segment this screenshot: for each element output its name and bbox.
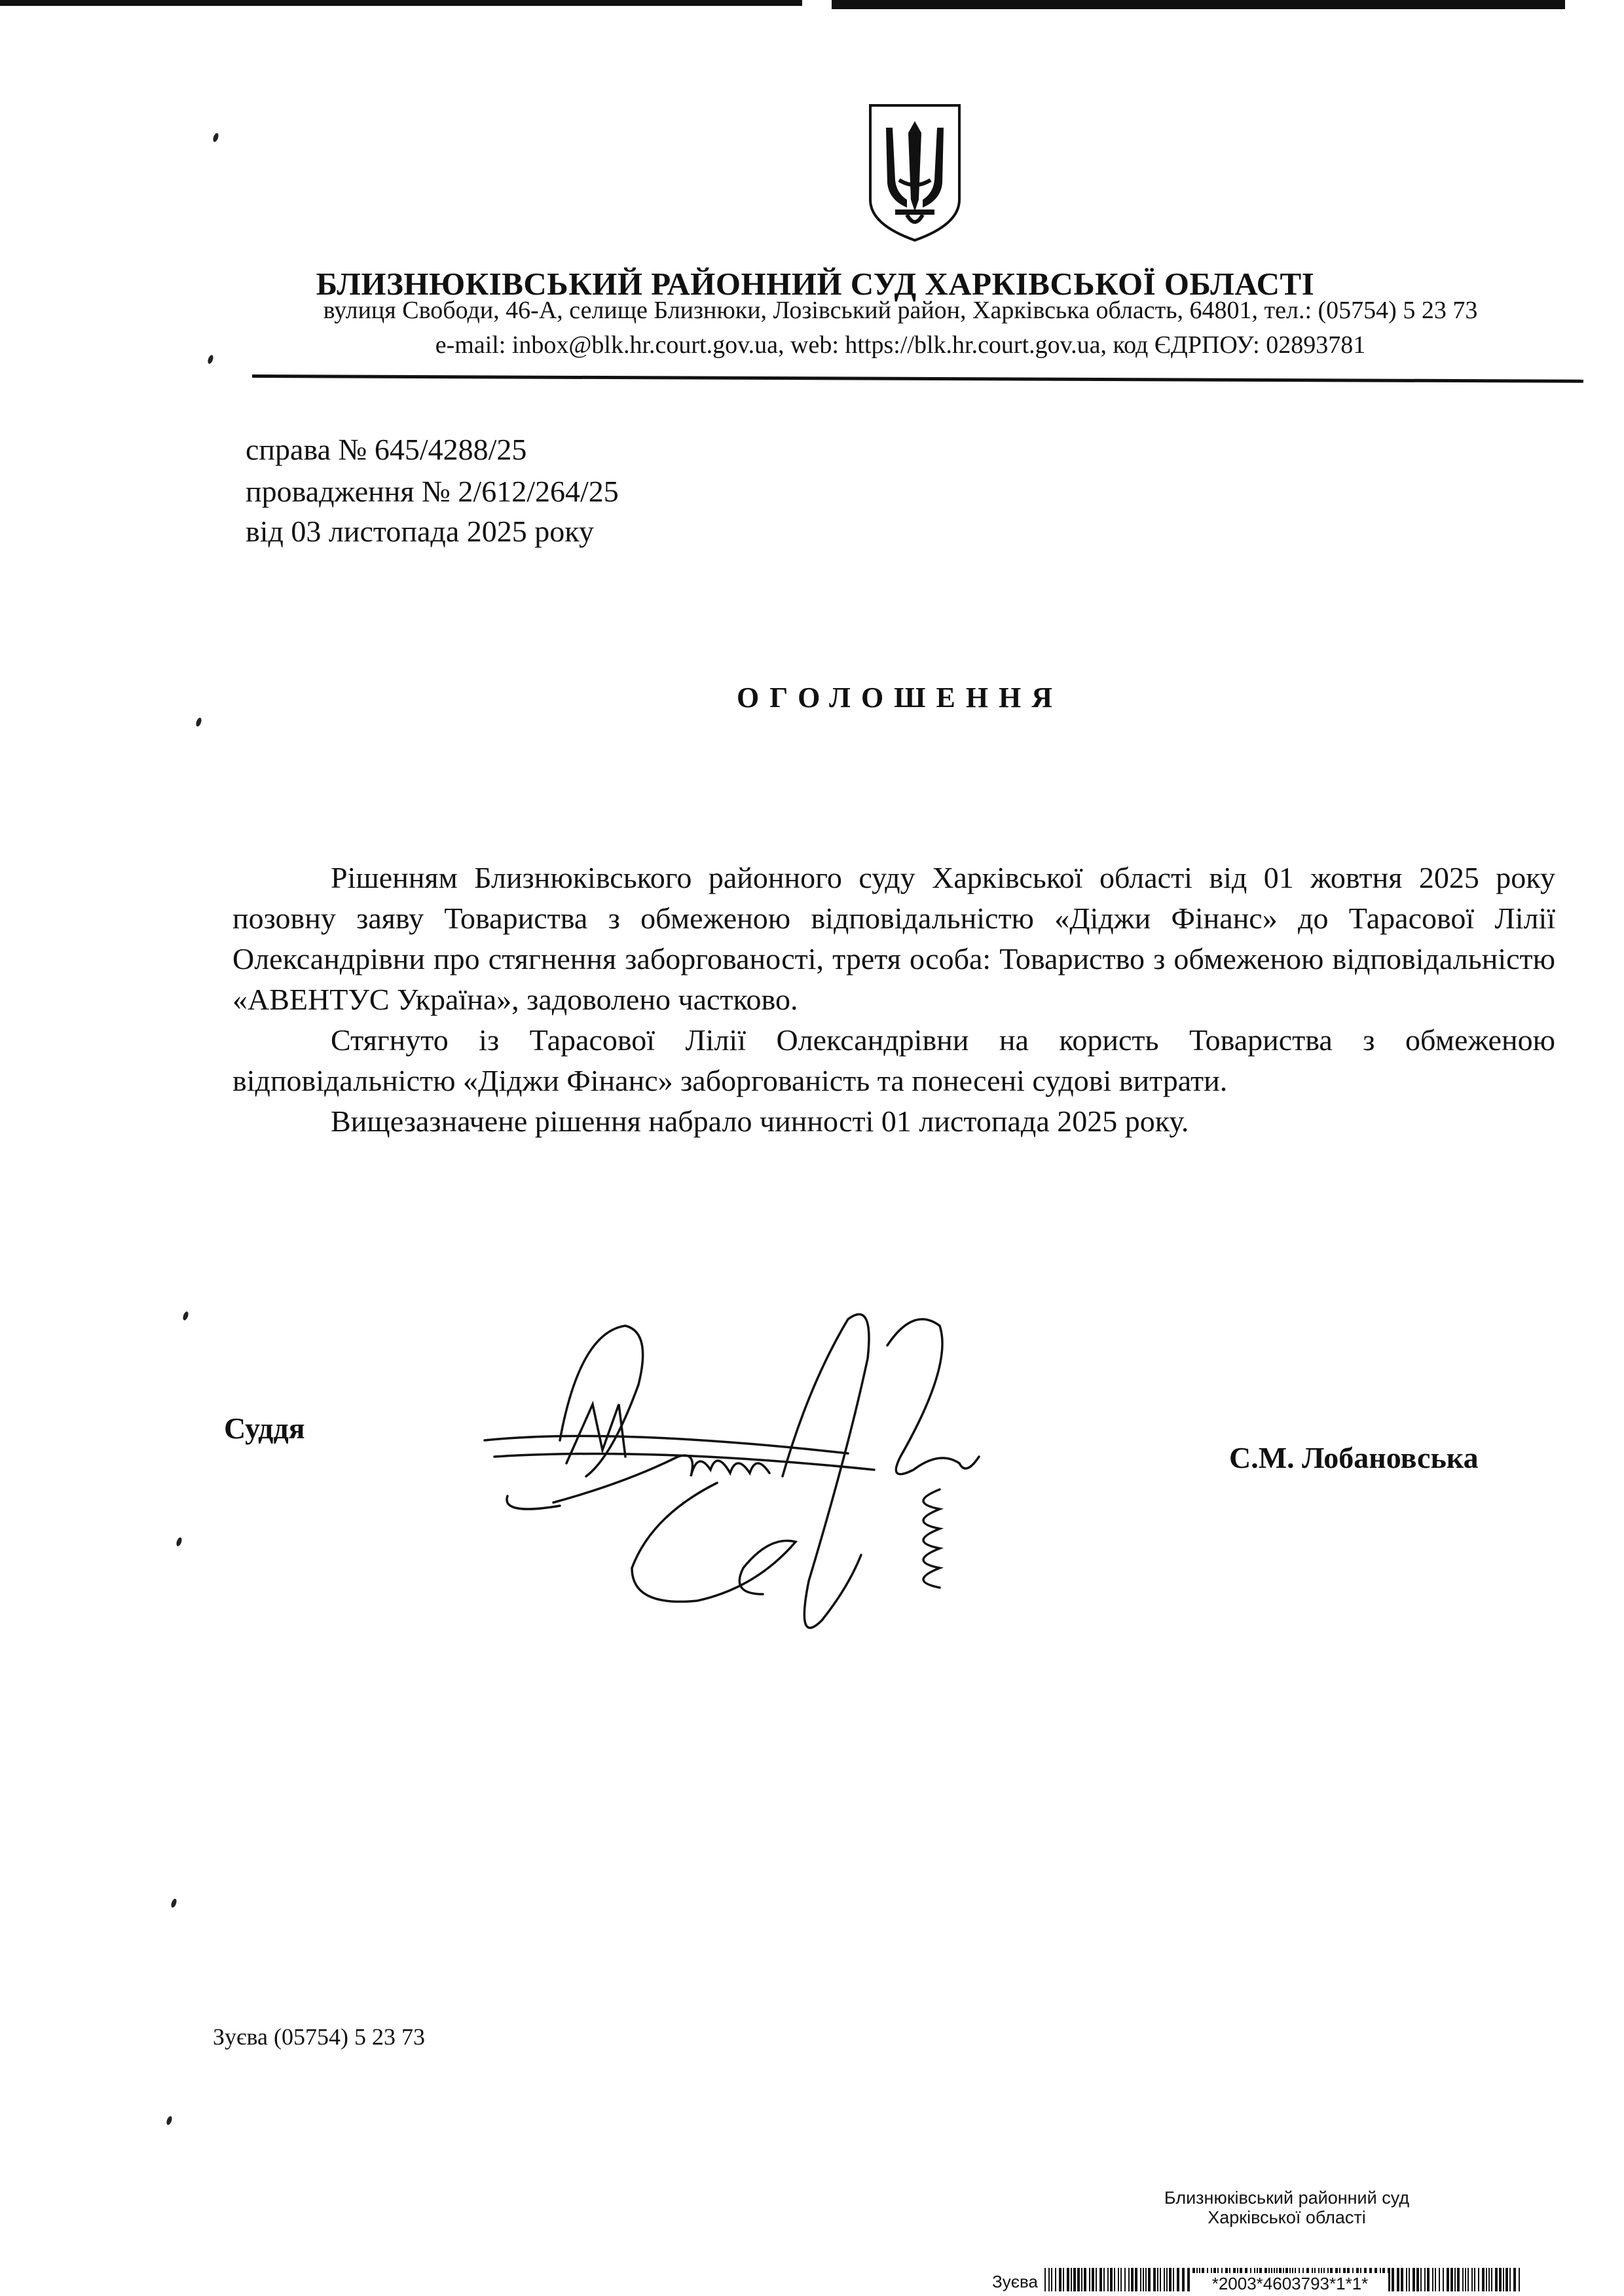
barcode-bar	[1164, 2268, 1165, 2291]
scan-speck	[175, 1537, 183, 1547]
barcode-bar	[1153, 2268, 1156, 2291]
barcode-bar	[1416, 2268, 1419, 2291]
barcode-bar	[1081, 2268, 1082, 2291]
barcode-bar	[1063, 2268, 1064, 2291]
judge-name: С.М. Лобановська	[1229, 1441, 1479, 1474]
barcode-bar	[1110, 2268, 1113, 2291]
barcode-bar	[1145, 2268, 1147, 2291]
barcode-bar	[1424, 2268, 1426, 2291]
barcode-bar	[1051, 2268, 1052, 2291]
barcode-bar	[1406, 2268, 1407, 2291]
barcode-bar	[1432, 2268, 1433, 2291]
barcode-bar	[1089, 2268, 1090, 2291]
barcode-bar	[1443, 2268, 1444, 2291]
barcode-bar	[1462, 2268, 1464, 2291]
barcode-bar	[1135, 2268, 1137, 2291]
barcode-bar	[1397, 2268, 1399, 2291]
barcode-bar	[1491, 2268, 1492, 2291]
court-address: вулиця Свободи, 46-А, селище Близнюки, Лозівський район, Харківська область, 64801, тел.: (05754) 5 23 73	[323, 297, 1478, 324]
barcode-bar	[1160, 2268, 1161, 2291]
proceeding-number: провадження № 2/612/264/25	[246, 475, 619, 508]
scan-top-edge	[832, 0, 1565, 9]
barcode-bar	[1513, 2268, 1516, 2291]
barcode-bar	[1092, 2268, 1094, 2291]
scan-speck	[166, 2115, 173, 2126]
barcode-bar	[1401, 2268, 1403, 2291]
barcode-bar	[1157, 2268, 1158, 2291]
court-name: БЛИЗНЮКІВСЬКИЙ РАЙОННИЙ СУД ХАРКІВСЬКОЇ ОБЛАСТІ	[316, 266, 1315, 302]
judge-label: Суддя	[224, 1412, 305, 1445]
barcode-bar	[1055, 2268, 1056, 2291]
barcode-bar	[1103, 2268, 1105, 2291]
barcode-bar	[1182, 2268, 1185, 2291]
scan-speck	[207, 354, 214, 365]
barcode-bar	[1048, 2268, 1050, 2291]
barcode-bar	[1467, 2268, 1469, 2291]
barcode-bar	[1073, 2268, 1076, 2291]
barcode-bar	[1450, 2268, 1453, 2291]
barcode-bar	[1131, 2268, 1134, 2291]
barcode-bar	[1495, 2268, 1498, 2291]
barcode-bar	[1465, 2268, 1466, 2291]
barcode-bar	[1071, 2268, 1072, 2291]
barcode-bar	[1392, 2268, 1394, 2291]
barcode-bar	[1454, 2268, 1456, 2291]
barcode-bar	[1447, 2268, 1449, 2291]
barcode-bar	[1488, 2268, 1490, 2291]
header-divider	[252, 374, 1583, 383]
barcode-bar	[1505, 2268, 1508, 2291]
barcode-bar	[1124, 2268, 1126, 2291]
court-contacts: e-mail: inbox@blk.hr.court.gov.ua, web: https://blk.hr.court.gov.ua, код ЄДРПОУ: 02893781	[435, 331, 1366, 359]
barcode-bar	[1084, 2268, 1086, 2291]
scan-speck	[182, 1311, 189, 1321]
case-number: справа № 645/4288/25	[246, 433, 527, 466]
barcode-bar	[1044, 2268, 1046, 2291]
scan-speck	[195, 717, 202, 727]
barcode-bar	[1143, 2268, 1144, 2291]
barcode-number: *2003*4603793*1*1*	[1192, 2273, 1388, 2294]
barcode-bar	[1059, 2268, 1061, 2291]
barcode-bar	[1435, 2268, 1436, 2291]
barcode-bar	[1509, 2268, 1511, 2291]
barcode-bar	[1471, 2268, 1473, 2291]
barcode-bar	[1128, 2268, 1130, 2291]
barcode-bar	[1486, 2268, 1487, 2291]
barcode-bar	[1420, 2268, 1422, 2291]
barcode-bar	[1474, 2268, 1475, 2291]
barcode-bar	[1077, 2268, 1080, 2291]
barcode-bar	[1482, 2268, 1485, 2291]
paragraph-decision: Рішенням Близнюківського районного суду Харківської області від 01 жовтня 2025 року позовну заяву Товариства з обмеженою відповідальністю «Діджи Фінанс» до Тарасової Лілії Олександрівни про стягнення заборгованості, третя особа: Товариство з обмеженою відповідальністю «АВЕНТУС Україна», задоволено частково.	[232, 861, 1555, 1016]
barcode-owner: Зуєва	[992, 2272, 1038, 2291]
barcode-bar	[1140, 2268, 1141, 2291]
barcode-bar	[1177, 2268, 1179, 2291]
announcement-body	[232, 858, 1555, 1142]
executor-contact: Зуєва (05754) 5 23 73	[213, 2024, 425, 2050]
coat-of-arms-icon	[866, 101, 963, 242]
barcode-bar	[1099, 2268, 1102, 2291]
document-date: від 03 листопада 2025 року	[246, 515, 594, 548]
barcode-bar	[1503, 2268, 1504, 2291]
scan-speck	[212, 132, 219, 143]
barcode-bar	[1166, 2268, 1168, 2291]
barcode-bar	[1519, 2268, 1520, 2291]
barcode-bar	[1412, 2268, 1415, 2291]
barcode-bar	[1439, 2268, 1440, 2291]
stamp-region-line: Харківської області	[1208, 2208, 1366, 2227]
document-title: ОГОЛОШЕННЯ	[737, 682, 1063, 714]
barcode-bar	[1107, 2268, 1109, 2291]
scan-top-edge	[1074, 0, 1082, 9]
barcode-bar	[1118, 2268, 1119, 2291]
barcode-bar	[1067, 2268, 1069, 2291]
barcode-bar	[1187, 2268, 1190, 2291]
judge-signature	[481, 1306, 1097, 1673]
barcode-bar	[1499, 2268, 1502, 2291]
barcode-bar	[1457, 2268, 1460, 2291]
barcode-bar	[1148, 2268, 1151, 2291]
stamp-court-line: Близнюківський районний суд	[1164, 2188, 1410, 2208]
barcode-bar	[1120, 2268, 1122, 2291]
paragraph-effective: Вищезазначене рішення набрало чинності 01 листопада 2025 року.	[331, 1104, 1189, 1138]
barcode-bar	[1169, 2268, 1172, 2291]
scan-speck	[170, 1898, 177, 1908]
barcode-bar	[1427, 2268, 1430, 2291]
barcode-bar	[1173, 2268, 1174, 2291]
barcode-bar	[1478, 2268, 1479, 2291]
scan-top-edge	[0, 0, 802, 6]
barcode-bar	[1114, 2268, 1115, 2291]
barcode-bar	[1096, 2268, 1097, 2291]
barcode-bar	[1409, 2268, 1410, 2291]
paragraph-recovery: Стягнуто із Тарасової Лілії Олександрівни на користь Товариства з обмеженою відповідальністю «Діджи Фінанс» заборгованість та понесені судові витрати.	[232, 1023, 1555, 1097]
